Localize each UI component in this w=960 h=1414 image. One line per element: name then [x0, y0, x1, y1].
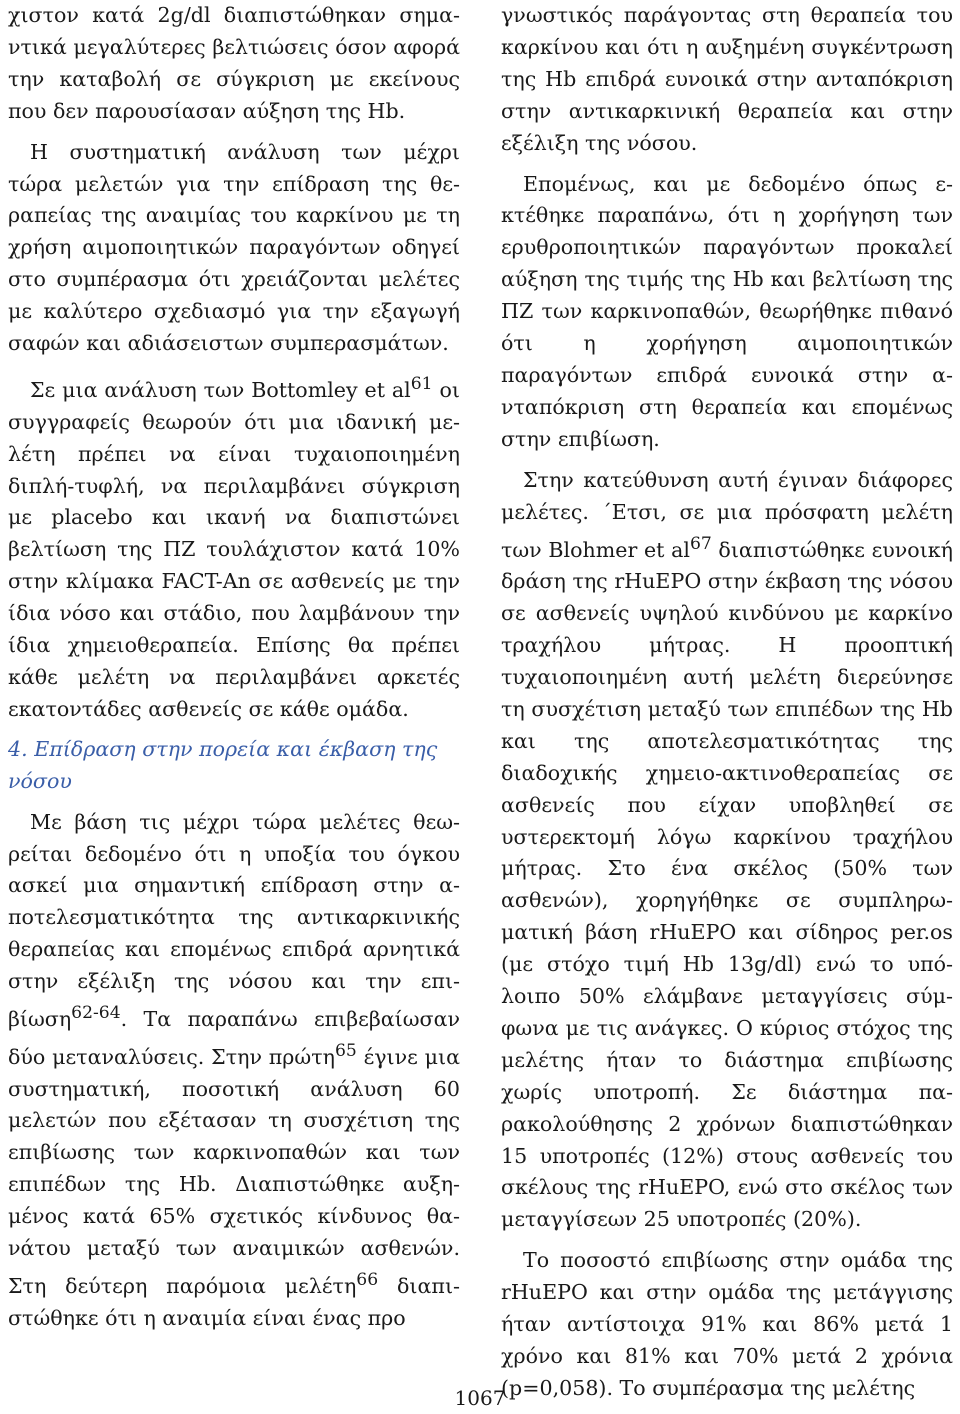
section-heading: 4. Επίδραση στην πορεία και έκβαση της νόσου — [8, 736, 438, 793]
text: . Τα παραπάνω επιβεβαίωσαν δύο μεταναλύσεις. Στην πρώτη — [8, 1006, 460, 1069]
text: γνωστικός παράγοντας στη θεραπεία του καρκίνου και ότι η αυξημένη συγκέντρωση της Hb επιδρά ευνοικά στην ανταπόκριση στην αντικαρκινική θεραπεία και στην εξέλιξη της νόσου. — [501, 3, 953, 155]
page-number: 1067 — [454, 1386, 506, 1410]
text: Η συστηματική ανάλυση των μέχρι τώρα μελετών για την επίδραση της θεραπείας της αναιμίας του καρκίνου με τη χρήση αιμοποιητικών παραγόντων οδηγεί στο συμπέρασμα ότι χρειάζονται μελέτες με καλύτερο σχεδιασμό για την εξαγωγή σαφών και αδιάσειστων συμπερασμάτων. — [8, 139, 460, 356]
text: Επομένως, και με δεδομένο όπως εκτέθηκε παραπάνω, ότι η χορήγηση των ερυθροποιητικών παραγόντων προκαλεί αύξηση της τιμής της Hb και βελτίωση της ΠΖ των καρκινοπαθών, θεωρήθηκε πιθανό ότι η χορήγηση αιμοποιητικών παραγόντων επιδρά ευνοικά στην ανταπόκριση στη θεραπεία και επομένως στην επιβίωση. — [501, 171, 953, 451]
paragraph — [501, 0, 953, 160]
text: έγινε μια συστηματική, ποσοτική ανάλυση 60 μελετών που εξέτασαν τη συσχέτιση της επιβίωσης των καρκινοπαθών και των επιπέδων της Hb. Διαπιστώθηκε αυξημένος κατά 65% σχετικός κίνδυνος θανάτου μεταξύ των αναιμικών ασθενών. Στη δεύτερη παρόμοια μελέτη — [8, 1044, 460, 1298]
text: διαπιστώθηκε ευνοική δράση της rHuEPO στην έκβαση της νόσου σε ασθενείς υψηλού κινδύνου με καρκίνο τραχήλου μήτρας. Η προοπτική τυχαιοποιημένη αυτή μελέτη διερεύνησε τη συσχέτιση μεταξύ των επιπέδων της Hb και της αποτελεσματικότητας της διαδοχικής χημειο-ακτινοθεραπείας σε ασθενείς που είχαν υποβληθεί σε υστερεκτομή λόγω καρκίνου τραχήλου μήτρας. Στο ένα σκέλος (50% των ασθενών), χορηγήθηκε σε συμπληρωματική βάση rHuEPO και σίδηρος per.os (με στόχο τιμή Hb 13g/dl) ενώ το υπόλοιπο 50% ελάμβανε μεταγγίσεις σύμφωνα με τις ανάγκες. Ο κύριος στόχος της μελέτης ήταν το διάστημα επιβίωσης χωρίς υποτροπή. Σε διάστημα παρακολούθησης 2 χρόνων διαπιστώθηκαν 15 υποτροπές (12%) στους ασθενείς του σκέλους της rHuEPO, ενώ στο σκέλος των μεταγγίσεων 25 υποτροπές (20%). — [501, 537, 953, 1232]
text: οι συγγραφείς θεωρούν ότι μια ιδανική μελέτη πρέπει να είναι τυχαιοποιημένη διπλή-τυφλή, να περιλαμβάνει σύγκριση με placebo και ικανή να διαπιστώνει βελτίωση της ΠΖ τουλάχιστον κατά 10% στην κλίμακα FACT-An σε ασθενείς με την ίδια νόσο και στάδιο, που λαμβάνουν την ίδια χημειοθεραπεία. Επίσης θα πρέπει κάθε μελέτη να περιλαμβάνει αρκετές εκατοντάδες ασθενείς σε κάθε ομάδα. — [8, 377, 460, 721]
paragraph — [8, 369, 460, 726]
text: Το ποσοστό επιβίωσης στην ομάδα της rHuEPO και στην ομάδα της μετάγγισης ήταν αντίστοιχα 91% και 86% μετά 1 χρόνο και 81% και 70% μετά 2 χρόνια (p=0,058). Το συμπέρασμα της μελέτης — [501, 1248, 953, 1400]
citation-ref: 61 — [410, 373, 433, 394]
citation-ref: 65 — [334, 1040, 357, 1061]
citation-ref: 67 — [689, 533, 712, 554]
citation-ref: 62-64 — [71, 1003, 121, 1024]
paragraph — [8, 807, 460, 1335]
text: Με βάση τις μέχρι τώρα μελέτες θεωρείται δεδομένο ότι η υποξία του όγκου ασκεί μια σημαντική επίδραση στην αποτελεσματικότητα της αντικαρκινικής θεραπείας και επομένως επιδρά αρνητικά στην εξέλιξη της νόσου και την επιβίωση — [8, 809, 460, 1031]
text: χιστον κατά 2g/dl διαπιστώθηκαν σημαντικά μεγαλύτερες βελτιώσεις όσον αφορά την καταβολή σε σύγκριση με εκείνους που δεν παρουσίασαν αύξηση της Hb. — [8, 3, 460, 123]
citation-ref: 66 — [356, 1270, 379, 1291]
paragraph — [501, 465, 953, 1237]
text: Στην κατεύθυνση αυτή έγιναν διάφορες μελέτες. ΄Ετσι, σε μια πρόσφατη μελέτη των Blohmer et al — [501, 467, 953, 562]
paragraph — [8, 137, 460, 360]
paragraph — [8, 0, 460, 128]
right-column — [501, 0, 953, 1405]
paragraph — [501, 1245, 953, 1405]
text: διαπιστώθηκε ότι η αναιμία είναι ένας προ — [8, 1273, 460, 1330]
text: Σε μια ανάλυση των Bottomley et al — [30, 377, 411, 402]
left-column — [8, 0, 460, 1335]
paragraph — [501, 169, 953, 456]
